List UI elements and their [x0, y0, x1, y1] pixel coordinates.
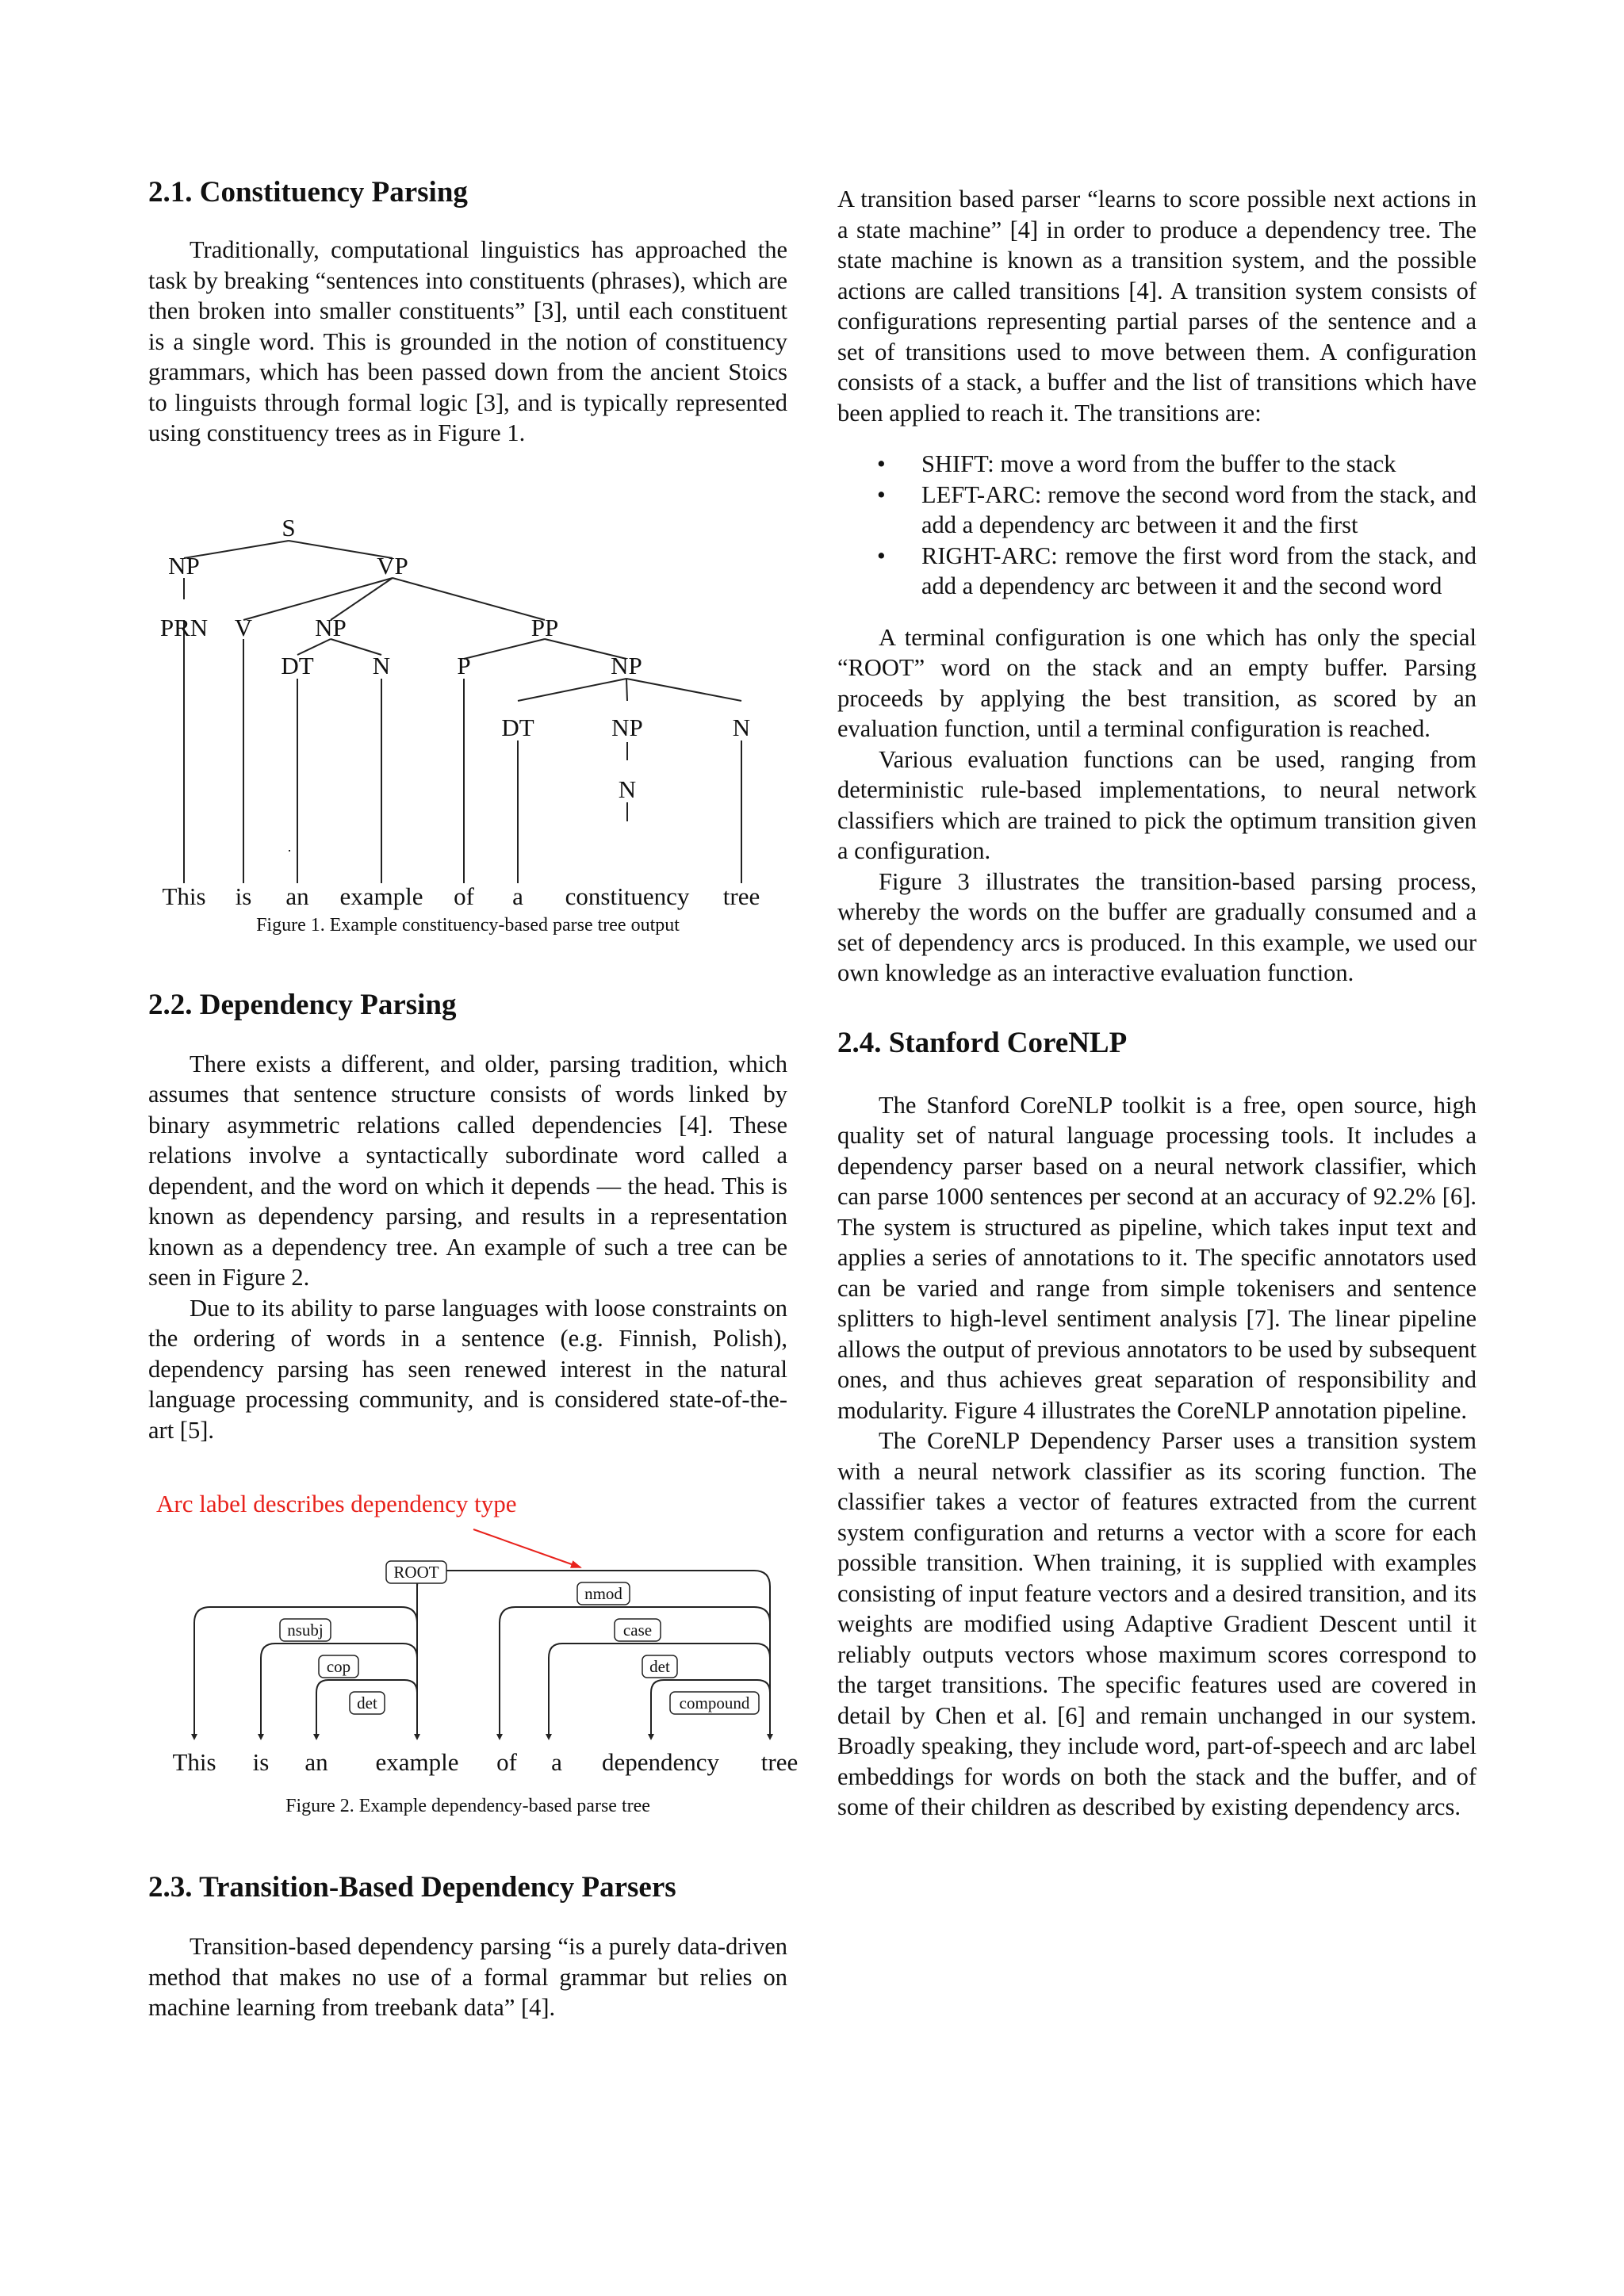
annotation-arrow	[473, 1529, 580, 1567]
fig2-word-7: tree	[760, 1748, 799, 1776]
arc-label-root: ROOT	[393, 1563, 439, 1582]
list-item: • SHIFT: move a word from the buffer to the stack	[837, 449, 1477, 480]
arc-label-annotation: Arc label describes dependency type	[156, 1490, 517, 1517]
transition-list	[837, 449, 1477, 602]
fig2-word-2: an	[304, 1748, 328, 1776]
paragraph-dependency-1: There exists a different, and older, parsing tradition, which assumes that sentence structure consists of words linked by binary asymmetric relations called dependencies [4]. These relations involve a syntactically subordinate word called a dependent, and the word on which it depends — the head. This is known as dependency parsing, and results in a representation known as a dependency tree. An example of such a tree can be seen in Figure 2.	[148, 1050, 787, 1291]
arc-label-nmod: nmod	[584, 1584, 622, 1603]
node-NP-inner: NP	[611, 713, 643, 741]
arc-label-det-2: det	[649, 1657, 670, 1676]
node-VP: VP	[377, 551, 408, 580]
node-PRN: PRN	[159, 613, 209, 641]
paragraph-transition-4: Various evaluation functions can be used, ranging from deterministic rule-based implementations, to neural network classifiers which are trained to pick the optimum transition given a configuration.	[837, 745, 1477, 864]
left-column	[148, 174, 799, 2023]
node-NP-subject: NP	[168, 551, 200, 580]
node-DT-1: DT	[281, 651, 314, 679]
node-N-2: N	[618, 775, 637, 803]
node-P: P	[457, 651, 471, 679]
arc-label-compound: compound	[679, 1693, 750, 1712]
node-S: S	[282, 513, 296, 541]
dependency-tree	[148, 1482, 799, 1799]
list-item: • RIGHT-ARC: remove the first word from the stack, and add a dependency arc between it and the second word	[877, 541, 1477, 599]
figure-1	[148, 463, 787, 936]
right-column	[837, 184, 1477, 1823]
fig2-word-5: a	[551, 1748, 562, 1776]
section-heading-constituency: 2.1. Constituency Parsing	[148, 176, 468, 209]
paragraph-corenlp-2: The CoreNLP Dependency Parser uses a transition system with a neural network classifier as its scoring function. The classifier takes a vector of features extracted from the current system configuration and returns a vector with a score for each possible transition. When training, it is supplied with examples consisting of input feature vectors and a desired transition, and its weights are modified using Adaptive Gradient Descent until it reliably outputs vectors whose maximum scores correspond to the target transitions. The specific features used are covered in detail by Chen et al. [6] and remain unchanged in our system. Broadly speaking, they include word, part-of-speech and arc label embeddings for words on both the stack and the buffer, and of some of their children as described by existing dependency arcs.	[837, 1427, 1477, 1820]
paragraph-transition-2: A transition based parser “learns to score possible next actions in a state machine” [4] in order to produce a dependency tree. The state machine is known as a transition system, and the possible actions are called transitions [4]. A transition system consists of configurations representing partial parses of the sentence and a set of transitions used to move between them. A configuration consists of a stack, a buffer and the list of transitions which have been applied to reach it. The transitions are:	[837, 186, 1477, 427]
paragraph-transition-1: Transition-based dependency parsing “is a purely data-driven method that makes no use of a formal grammar but relies on machine learning from treebank data” [4].	[148, 1933, 787, 2021]
paragraph-transition-3: A terminal configuration is one which has only the special “ROOT” word on the stack and an empty buffer. Parsing proceeds by applying the best transition, as scored by an evaluation function, until a terminal configuration is reached.	[837, 623, 1477, 742]
list-item: • LEFT-ARC: remove the second word from the stack, and add a dependency arc between it and the first	[877, 480, 1477, 538]
arc-label-case: case	[622, 1621, 653, 1640]
node-DT-2: DT	[501, 713, 534, 741]
node-NP-object: NP	[315, 613, 347, 641]
fig1-word-1: is	[235, 882, 252, 910]
arc-label-det-1: det	[357, 1693, 377, 1712]
fig2-word-4: of	[496, 1748, 517, 1776]
fig1-word-6: constituency	[565, 882, 690, 910]
fig2-word-3: example	[375, 1748, 459, 1776]
paragraph-transition-5: Figure 3 illustrates the transition-based parsing process, whereby the words on the buffer are gradually consumed and a set of dependency arcs is produced. In this example, we used our own knowledge as an interactive evaluation function.	[837, 867, 1477, 986]
section-heading-corenlp: 2.4. Stanford CoreNLP	[837, 1026, 1128, 1059]
node-PP: PP	[530, 613, 559, 641]
arc-label-nsubj: nsubj	[287, 1621, 324, 1640]
fig1-word-3: example	[339, 882, 423, 910]
paragraph-dependency-2: Due to its ability to parse languages with loose constraints on the ordering of words in a sentence (e.g. Finnish, Polish), dependency parsing has seen renewed interest in the natural language processing community, and is considered state-of-the-art [5].	[148, 1294, 787, 1444]
fig2-word-0: This	[172, 1748, 216, 1776]
fig2-word-6: dependency	[601, 1748, 720, 1776]
node-NP-pp: NP	[611, 651, 642, 679]
paragraph-corenlp-1: The Stanford CoreNLP toolkit is a free, open source, high quality set of natural language processing tools. It includes a dependency parser based on a neural network classifier, which can parse 1000 sentences per second at an accuracy of 92.2% [6]. The system is structured as pipeline, which takes input text and applies a series of annotations to it. The specific annotators used can be varied and range from simple tokenisers and sentence splitters to high-level sentiment analysis [7]. The linear pipeline allows the output of previous annotators to be used by subsequent ones, and thus achieves great separation of responsibility and modularity. Figure 4 illustrates the CoreNLP annotation pipeline.	[837, 1091, 1477, 1424]
fig2-word-1: is	[252, 1748, 270, 1776]
node-N-1: N	[372, 651, 391, 679]
figure-2-caption: Figure 2. Example dependency-based parse tree	[285, 1796, 650, 1816]
fig1-word-4: of	[454, 882, 474, 910]
constituency-tree	[148, 463, 787, 910]
arc-label-cop: cop	[326, 1657, 351, 1676]
tree-edges	[287, 848, 289, 851]
bullet-icon: •	[877, 450, 886, 477]
section-heading-dependency: 2.2. Dependency Parsing	[148, 988, 457, 1021]
fig1-word-5: a	[512, 882, 523, 910]
section-heading-transition: 2.3. Transition-Based Dependency Parsers	[148, 1871, 676, 1904]
figure-2	[148, 1482, 799, 1817]
bullet-icon: •	[877, 541, 886, 569]
fig1-word-0: This	[162, 882, 206, 910]
node-V: V	[234, 613, 253, 641]
paragraph-constituency: Traditionally, computational linguistics has approached the task by breaking “sentences into constituents (phrases), which are then broken into smaller constituents” [3], until each constituent is a single word. This is grounded in the notion of constituency grammars, which has been passed down from the ancient Stoics to linguists through formal logic [3], and is typically represented using constituency trees as in Figure 1.	[148, 236, 787, 446]
fig1-word-7: tree	[722, 882, 760, 910]
bullet-icon: •	[877, 480, 886, 508]
node-N-3: N	[732, 713, 751, 741]
figure-1-caption: Figure 1. Example constituency-based parse tree output	[256, 914, 680, 936]
fig1-word-2: an	[285, 882, 309, 910]
